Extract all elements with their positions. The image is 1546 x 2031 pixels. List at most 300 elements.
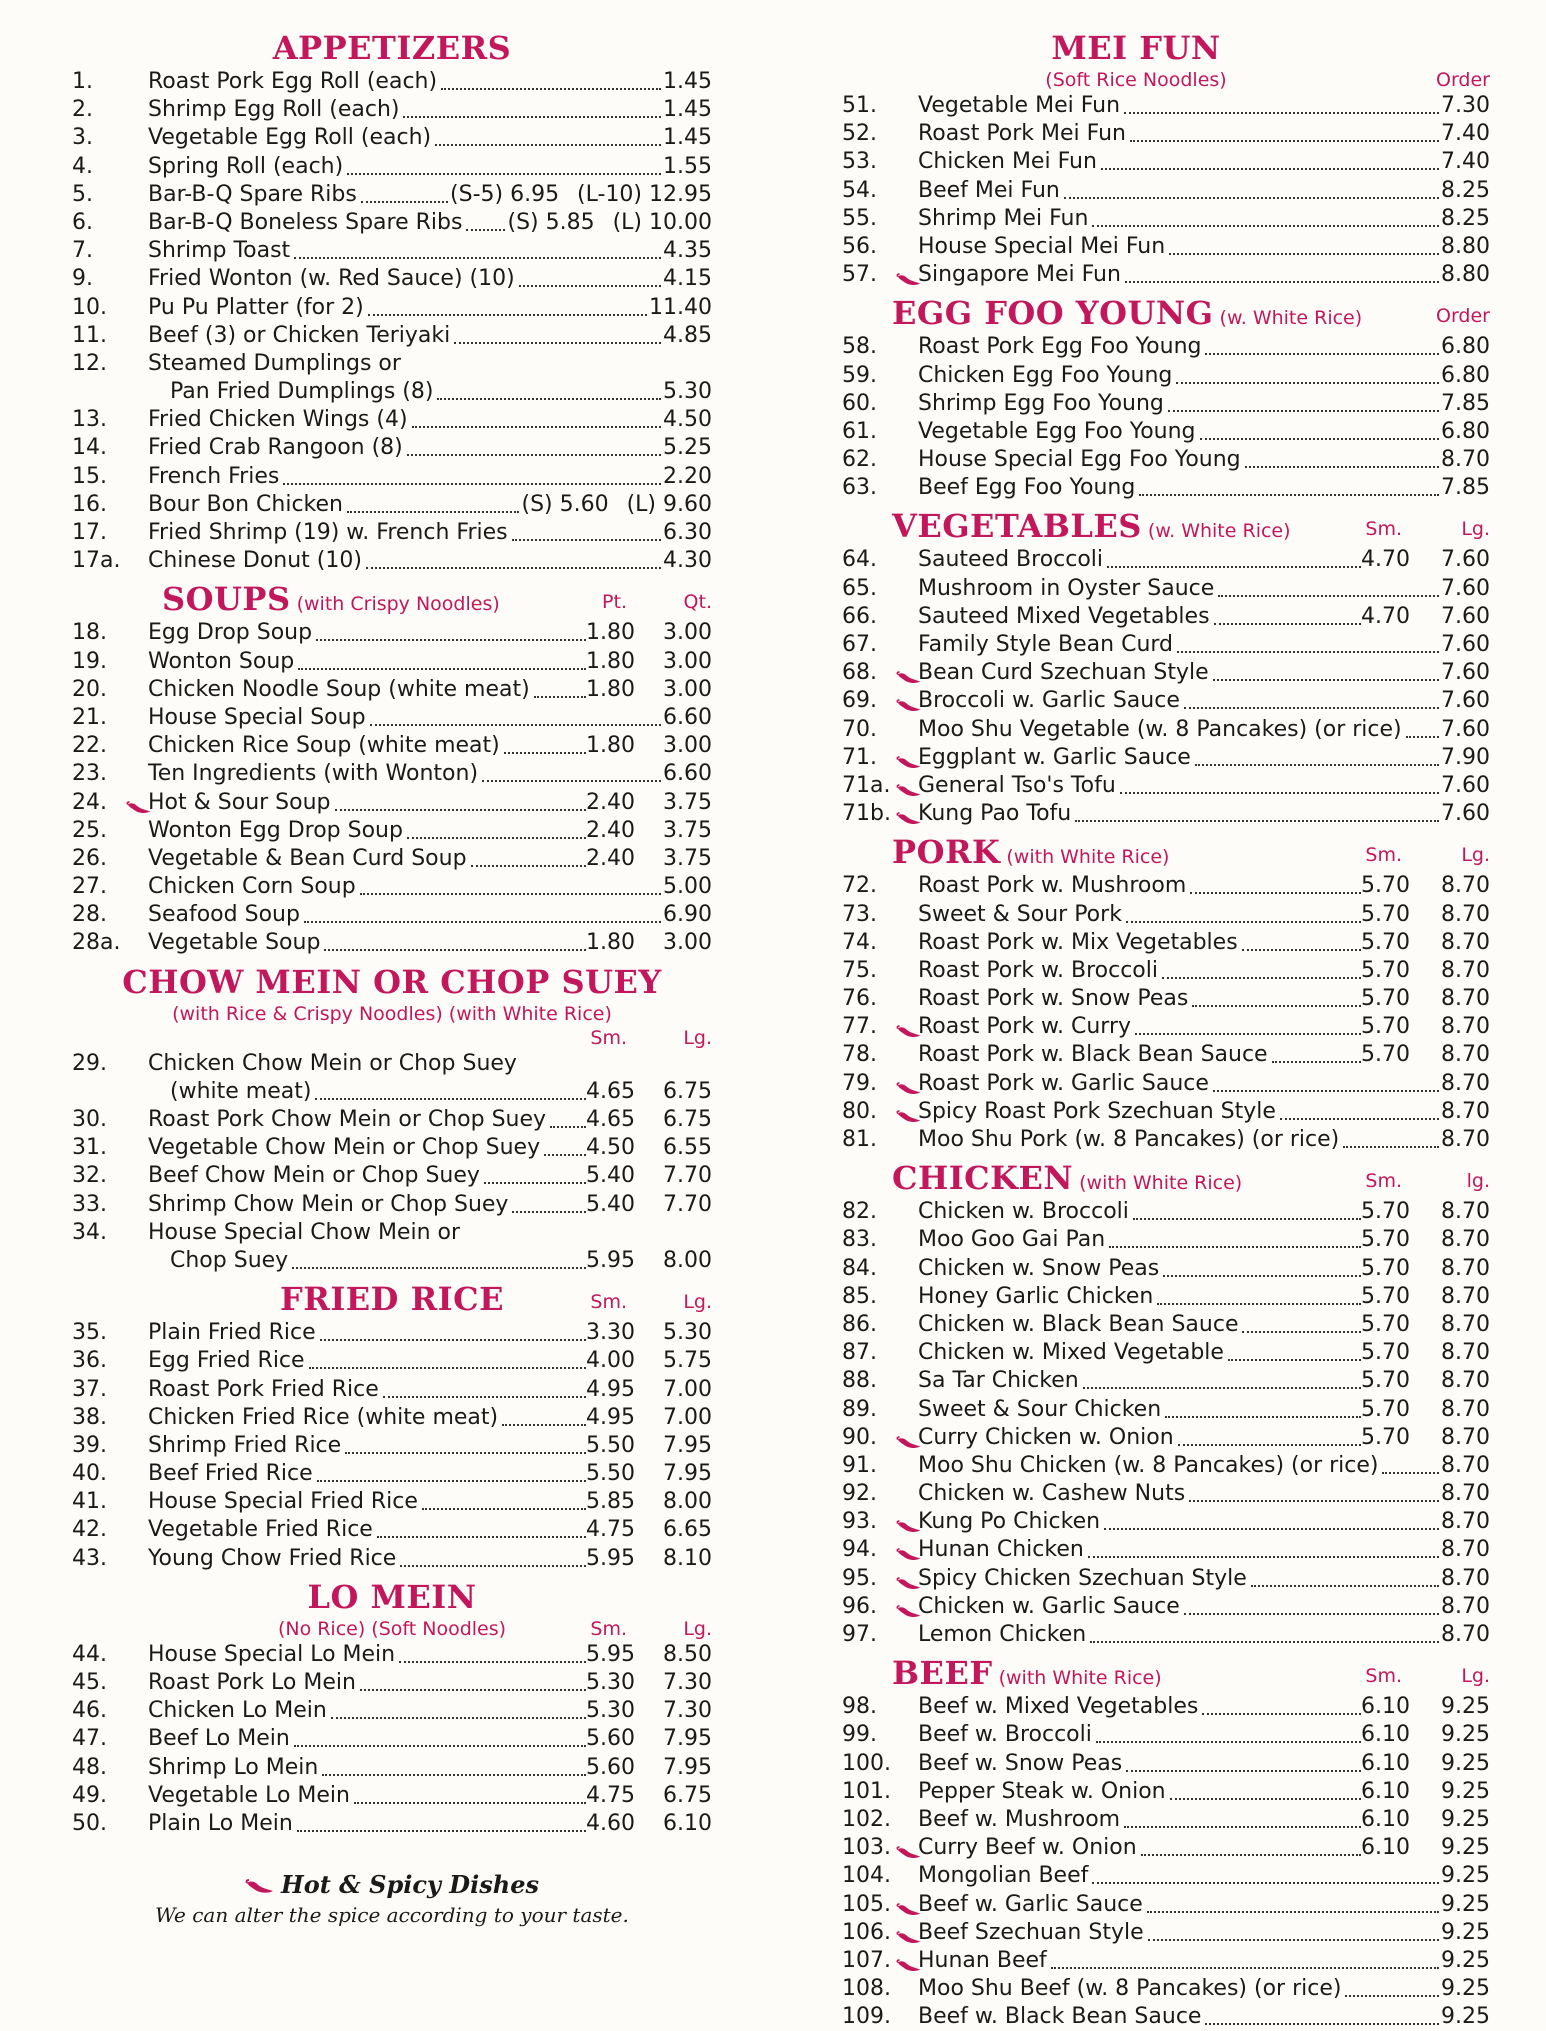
item-name: Roast Pork w. Broccoli: [918, 957, 1158, 983]
item-name: Family Style Bean Curd: [918, 632, 1174, 657]
item-price-large: 8.70: [1441, 1098, 1490, 1124]
item-price-large: 7.95: [663, 1754, 712, 1780]
item-name: Chop Suey: [170, 1247, 289, 1273]
menu-item: [842, 1452, 1490, 1480]
menu-item: [842, 1508, 1490, 1536]
item-name: Egg Drop Soup: [148, 620, 313, 646]
item-name: Mongolian Beef: [918, 1863, 1089, 1889]
dot-leader: [399, 1661, 586, 1663]
item-number: 36.: [72, 1348, 107, 1374]
item-name: Hunan Beef: [918, 1947, 1047, 1973]
dot-leader: [1343, 1146, 1439, 1148]
item-name: Chicken Chow Mein or Chop Suey: [148, 1050, 517, 1076]
item-price-large: 7.90: [1441, 744, 1490, 770]
item-number: 34.: [72, 1219, 107, 1245]
item-name: Fried Wonton (w. Red Sauce) (10): [148, 266, 515, 292]
item-price-large: 8.70: [1441, 1311, 1490, 1337]
item-price-large: 8.70: [1441, 1481, 1490, 1507]
menu-item: [842, 1041, 1490, 1069]
item-name: Chicken Fried Rice (white meat): [148, 1404, 499, 1430]
item-name: Kung Po Chicken: [918, 1509, 1101, 1535]
item-name: Roast Pork w. Mushroom: [918, 873, 1187, 899]
size-large-header: Lg.: [1461, 518, 1490, 541]
section-note: (w. White Rice): [1141, 520, 1291, 543]
item-number: 6.: [72, 209, 93, 235]
item-price: 4.35: [663, 238, 712, 264]
dot-leader: [283, 483, 661, 485]
menu-item: [842, 1975, 1490, 2003]
item-number: 58.: [842, 334, 877, 360]
item-number: 2.: [72, 97, 93, 123]
item-number: 75.: [842, 957, 877, 983]
item-price: 6.30: [663, 520, 712, 545]
dot-leader: [1120, 792, 1439, 794]
item-name: Roast Pork w. Curry: [918, 1014, 1132, 1040]
menu-item: [72, 322, 712, 350]
item-number: 67.: [842, 632, 877, 657]
dot-leader: [324, 949, 586, 951]
menu-item: [842, 1367, 1490, 1395]
item-number: 81.: [842, 1127, 877, 1152]
menu-item: [72, 1404, 712, 1432]
item-name: Pu Pu Platter (for 2): [148, 294, 364, 320]
size-large-header: Lg.: [683, 1291, 712, 1314]
item-name: Bean Curd Szechuan Style: [918, 660, 1209, 686]
item-name: Plain Fried Rice: [148, 1320, 316, 1346]
item-price-small: 5.95: [586, 1545, 635, 1571]
section-eggfooyoung: [842, 293, 1490, 502]
item-name: House Special Soup: [148, 704, 366, 730]
item-name: Vegetable Fried Rice: [148, 1517, 373, 1543]
item-price-small: 1.80: [586, 648, 635, 674]
item-price: 7.85: [1441, 475, 1490, 501]
menu-item: [72, 153, 712, 181]
menu-item: [842, 1226, 1490, 1254]
item-price-large: 9.25: [1441, 1891, 1490, 1917]
item-price: 4.50: [663, 407, 712, 433]
item-price-large: 3.00: [663, 620, 712, 646]
dot-leader: [1083, 1387, 1361, 1389]
item-price-large: 9.25: [1441, 1750, 1490, 1776]
item-name: Beef Szechuan Style: [918, 1919, 1144, 1945]
item-price-large: 8.70: [1441, 986, 1490, 1012]
dot-leader: [297, 1830, 586, 1832]
item-price-large: 6.65: [663, 1517, 712, 1543]
size-small-header: Sm.: [1365, 518, 1402, 541]
menu-item: [72, 1247, 712, 1275]
item-name: Roast Pork Egg Foo Young: [918, 334, 1202, 360]
dot-leader: [335, 809, 587, 811]
item-number: 71a.: [842, 772, 891, 798]
size-large-header: lg.: [1466, 1170, 1490, 1193]
item-name: Moo Shu Chicken (w. 8 Pancakes) (or rice): [918, 1452, 1379, 1478]
dot-leader: [1092, 225, 1439, 227]
item-price-large: 8.70: [1441, 1283, 1490, 1309]
section-subtitle-row: [842, 68, 1490, 92]
section-header: [842, 1653, 1490, 1693]
item-name: Beef w. Mixed Vegetables: [918, 1694, 1199, 1720]
item-price-small: 1.80: [586, 733, 635, 759]
item-price-large: 5.75: [663, 1348, 712, 1374]
item-number: 105.: [842, 1891, 891, 1917]
dot-leader: [1139, 494, 1439, 496]
size-small-header: Pt.: [602, 591, 627, 614]
item-price-small: 6.10: [1361, 1778, 1410, 1804]
item-price-small: 5.70: [1361, 1227, 1410, 1253]
menu-item: [72, 1191, 712, 1219]
dot-leader: [1195, 764, 1439, 766]
item-name: General Tso's Tofu: [918, 772, 1116, 798]
item-name: Moo Goo Gai Pan: [918, 1227, 1106, 1253]
legend-title-line: [72, 1870, 712, 1899]
item-name: Vegetable Lo Mein: [148, 1782, 350, 1808]
dot-leader: [1169, 253, 1439, 255]
item-number: 16.: [72, 491, 107, 517]
item-price-small: 3.30: [586, 1320, 635, 1346]
item-name: Singapore Mei Fun: [918, 262, 1121, 288]
dot-leader: [1178, 1444, 1361, 1446]
section-title: [162, 579, 500, 624]
item-name: Fried Crab Rangoon (8): [148, 435, 403, 461]
menu-item: [842, 1693, 1490, 1721]
section-title-text: CHICKEN: [892, 1159, 1074, 1198]
item-name: Young Chow Fried Rice: [148, 1545, 397, 1571]
item-name: Shrimp Fried Rice: [148, 1432, 342, 1458]
menu-item: [842, 261, 1490, 289]
dot-leader: [1406, 736, 1439, 738]
item-name: Chicken w. Black Bean Sauce: [918, 1311, 1239, 1337]
item-price: 8.25: [1441, 177, 1490, 203]
item-price-large: (L) 10.00: [612, 209, 712, 235]
menu-item: [842, 901, 1490, 929]
section-appetizers: [72, 28, 712, 575]
item-number: 51.: [842, 93, 877, 118]
right-column: [842, 28, 1490, 2031]
menu-item: [72, 1078, 712, 1106]
section-title-text: APPETIZERS: [272, 29, 512, 67]
item-price-large: 8.70: [1441, 1396, 1490, 1422]
item-number: 90.: [842, 1424, 877, 1450]
item-name: Spring Roll (each): [148, 153, 344, 179]
item-number: 25.: [72, 817, 107, 843]
item-price-large: 7.00: [663, 1376, 712, 1402]
menu-item: [72, 873, 712, 901]
item-name: French Fries: [148, 463, 280, 489]
menu-item: [72, 378, 712, 406]
item-price: 4.15: [663, 266, 712, 292]
menu-item: [842, 1891, 1490, 1919]
section-note: (with White Rice): [1000, 846, 1170, 869]
dot-leader: [360, 893, 661, 895]
item-number: 88.: [842, 1368, 877, 1394]
item-price-large: 8.70: [1441, 929, 1490, 955]
item-number: 9.: [72, 266, 93, 292]
item-price-small: 6.10: [1361, 1806, 1410, 1832]
dot-leader: [1141, 1854, 1361, 1856]
item-number: 108.: [842, 1976, 891, 2002]
item-price-small: 4.70: [1361, 603, 1410, 629]
item-price: 6.80: [1441, 418, 1490, 444]
item-number: 61.: [842, 418, 877, 444]
item-name: Chicken Mei Fun: [918, 149, 1097, 175]
item-price-small: (S-5) 6.95: [450, 181, 560, 207]
section-title-text: MEI FUN: [1051, 29, 1221, 67]
section-subtitle-row: [72, 1002, 712, 1026]
item-number: 38.: [72, 1404, 107, 1430]
menu-item: [72, 1106, 712, 1134]
item-number: 89.: [842, 1396, 877, 1422]
dot-leader: [1280, 1118, 1439, 1120]
item-number: 27.: [72, 874, 107, 900]
item-number: 32.: [72, 1163, 107, 1189]
item-name: Chicken Rice Soup (white meat): [148, 733, 500, 759]
item-price-large: 6.60: [663, 704, 712, 730]
item-price-large: 7.60: [1441, 575, 1490, 601]
item-name: Beef (3) or Chicken Teriyaki: [148, 322, 451, 348]
item-number: 28.: [72, 902, 107, 928]
size-small-header: Sm.: [1365, 1170, 1402, 1193]
item-name: Beef w. Snow Peas: [918, 1750, 1123, 1776]
section-header: [842, 832, 1490, 872]
item-name: Roast Pork w. Snow Peas: [918, 986, 1189, 1012]
item-price: 8.70: [1441, 447, 1490, 473]
dot-leader: [1200, 438, 1439, 440]
menu-item: [842, 92, 1490, 120]
dot-leader: [512, 1211, 586, 1213]
item-number: 94.: [842, 1537, 877, 1563]
item-number: 93.: [842, 1509, 877, 1535]
item-number: 91.: [842, 1452, 877, 1478]
item-number: 106.: [842, 1919, 891, 1945]
section-title: [72, 28, 712, 68]
item-number: 50.: [72, 1810, 107, 1836]
item-name: Sa Tar Chicken: [918, 1368, 1079, 1394]
dot-leader: [1228, 1359, 1361, 1361]
item-price-large: 7.00: [663, 1404, 712, 1430]
dot-leader: [1192, 1005, 1361, 1007]
dot-leader: [354, 1802, 586, 1804]
dot-leader: [1096, 1741, 1361, 1743]
item-number: 73.: [842, 901, 877, 927]
order-header: Order: [1436, 305, 1490, 328]
item-price-large: 8.70: [1441, 1424, 1490, 1450]
menu-item: [72, 547, 712, 575]
item-name: Beef Lo Mein: [148, 1726, 290, 1752]
dot-leader: [1157, 1303, 1361, 1305]
section-title: [842, 28, 1430, 68]
item-number: 104.: [842, 1863, 891, 1889]
item-price: 6.80: [1441, 362, 1490, 388]
item-price-large: 9.25: [1441, 1778, 1490, 1804]
item-name: House Special Fried Rice: [148, 1489, 418, 1515]
item-price-large: 8.50: [663, 1641, 712, 1667]
item-number: 3.: [72, 125, 93, 151]
section-note: (w. White Rice): [1213, 307, 1363, 330]
item-price-large: 8.70: [1441, 1368, 1490, 1394]
menu-item: [842, 659, 1490, 687]
item-price-small: 4.75: [586, 1782, 635, 1808]
item-name: Shrimp Toast: [148, 238, 291, 264]
item-price-large: 7.30: [663, 1698, 712, 1724]
menu-item: [842, 2003, 1490, 2031]
item-price-large: 3.00: [663, 676, 712, 702]
item-price-small: 5.30: [586, 1698, 635, 1724]
item-number: 87.: [842, 1340, 877, 1366]
item-price-small: 5.70: [1361, 1014, 1410, 1040]
item-price-large: (L-10) 12.95: [577, 181, 712, 207]
item-price-large: 7.70: [663, 1191, 712, 1217]
menu-item: [72, 1697, 712, 1725]
dot-leader: [400, 1565, 586, 1567]
item-name: Sauteed Broccoli: [918, 547, 1104, 573]
menu-item: [842, 631, 1490, 659]
item-name: Chinese Donut (10): [148, 548, 362, 574]
item-price-large: 3.00: [663, 733, 712, 759]
dot-leader: [412, 426, 661, 428]
dot-leader: [1184, 707, 1439, 709]
item-price-large: 8.70: [1441, 1537, 1490, 1563]
item-number: 57.: [842, 262, 877, 288]
item-price-small: 5.70: [1361, 873, 1410, 899]
menu-item: [72, 350, 712, 378]
item-name: Roast Pork w. Garlic Sauce: [918, 1070, 1209, 1096]
item-name: Lemon Chicken: [918, 1622, 1087, 1647]
menu-item: [842, 1311, 1490, 1339]
order-header: Order: [1436, 69, 1490, 91]
item-name: Beef Mei Fun: [918, 177, 1060, 203]
item-price-small: 5.70: [1361, 929, 1410, 955]
item-name: Shrimp Egg Foo Young: [918, 390, 1164, 416]
section-subtitle: (No Rice) (Soft Noodles): [277, 1617, 507, 1640]
item-number: 30.: [72, 1107, 107, 1132]
item-number: 72.: [842, 873, 877, 899]
item-name: Fried Chicken Wings (4): [148, 407, 408, 433]
item-number: 109.: [842, 2004, 891, 2030]
item-name: Chicken Noodle Soup (white meat): [148, 676, 530, 702]
item-number: 82.: [842, 1199, 877, 1225]
menu-item: [842, 1778, 1490, 1806]
item-number: 17.: [72, 520, 107, 545]
item-price-small: 5.40: [586, 1191, 635, 1217]
dot-leader: [1092, 1882, 1439, 1884]
item-number: 98.: [842, 1694, 877, 1720]
item-price-large: 8.00: [663, 1247, 712, 1273]
dot-leader: [1107, 566, 1361, 568]
dot-leader: [1176, 382, 1439, 384]
item-name: Vegetable Mei Fun: [918, 93, 1121, 118]
item-number: 107.: [842, 1947, 891, 1973]
dot-leader: [347, 173, 661, 175]
section-pork: [842, 832, 1490, 1154]
item-price-large: 7.60: [1441, 716, 1490, 742]
dot-leader: [368, 314, 647, 316]
item-number: 55.: [842, 205, 877, 231]
item-name: Moo Shu Pork (w. 8 Pancakes) (or rice): [918, 1127, 1340, 1152]
item-name: Shrimp Mei Fun: [918, 205, 1089, 231]
item-name: Beef Chow Mein or Chop Suey: [148, 1163, 480, 1189]
dot-leader: [1148, 1939, 1439, 1941]
item-name: Curry Chicken w. Onion: [918, 1424, 1174, 1450]
item-name: Beef w. Garlic Sauce: [918, 1891, 1143, 1917]
dot-leader: [1135, 1033, 1361, 1035]
item-price-large: 6.90: [663, 902, 712, 928]
item-name: Pan Fried Dumplings (8): [170, 379, 434, 405]
item-number: 69.: [842, 688, 877, 714]
item-price-small: 5.70: [1361, 986, 1410, 1012]
menu-item: [72, 124, 712, 152]
item-number: 76.: [842, 986, 877, 1012]
item-number: 17a.: [72, 548, 121, 574]
dot-leader: [317, 1480, 586, 1482]
legend-text: We can alter the spice according to your taste.: [155, 1903, 629, 1927]
item-price-small: 4.00: [586, 1348, 635, 1374]
menu-item: [72, 519, 712, 547]
item-price: 1.45: [663, 69, 712, 94]
section-title-text: SOUPS: [162, 580, 291, 619]
item-number: 29.: [72, 1050, 107, 1076]
item-name: Ten Ingredients (with Wonton): [148, 761, 479, 787]
menu-item: [72, 1754, 712, 1782]
menu-item: [842, 1070, 1490, 1098]
section-title-text: LO MEIN: [307, 1577, 477, 1616]
item-price-small: 5.70: [1361, 1424, 1410, 1450]
item-name: Beef w. Mushroom: [918, 1806, 1121, 1832]
section-header: [842, 293, 1490, 333]
item-price-large: 8.70: [1441, 1452, 1490, 1478]
dot-leader: [1126, 1770, 1361, 1772]
item-price-large: 7.30: [663, 1670, 712, 1695]
item-price: 1.45: [663, 125, 712, 151]
dot-leader: [484, 1182, 586, 1184]
item-name: Vegetable Egg Foo Young: [918, 418, 1196, 444]
size-large-header: Lg.: [1461, 1665, 1490, 1688]
item-price-large: (L) 9.60: [626, 491, 712, 517]
dot-leader: [1272, 1061, 1361, 1063]
item-price: 8.80: [1441, 233, 1490, 259]
menu-item: [842, 772, 1490, 800]
item-price-large: 8.00: [663, 1489, 712, 1515]
item-price-small: 1.80: [586, 930, 635, 956]
item-price-small: 5.60: [586, 1726, 635, 1752]
item-price-large: 9.25: [1441, 1863, 1490, 1889]
item-price-large: 3.75: [663, 789, 712, 815]
item-number: 20.: [72, 676, 107, 702]
item-price: 4.30: [663, 548, 712, 574]
item-number: 42.: [72, 1517, 107, 1543]
dot-leader: [1075, 820, 1439, 822]
item-price: 6.80: [1441, 334, 1490, 360]
menu-item: [842, 929, 1490, 957]
item-price: 5.25: [663, 435, 712, 461]
menu-item: [842, 233, 1490, 261]
item-name: Spicy Roast Pork Szechuan Style: [918, 1098, 1276, 1124]
item-name: Bour Bon Chicken: [148, 491, 343, 517]
item-number: 101.: [842, 1778, 891, 1804]
item-name: Egg Fried Rice: [148, 1348, 305, 1374]
item-number: 54.: [842, 177, 877, 203]
item-price-large: 6.10: [663, 1810, 712, 1836]
item-price-large: 9.25: [1441, 1919, 1490, 1945]
item-price-large: 7.60: [1441, 772, 1490, 798]
menu-item: [842, 1593, 1490, 1621]
item-price-large: 8.70: [1441, 1199, 1490, 1225]
item-name: Wonton Egg Drop Soup: [148, 817, 403, 843]
item-number: 10.: [72, 294, 107, 320]
item-number: 47.: [72, 1726, 107, 1752]
item-price-large: 8.70: [1441, 1014, 1490, 1040]
item-price-small: 5.70: [1361, 957, 1410, 983]
menu-item: [842, 1339, 1490, 1367]
